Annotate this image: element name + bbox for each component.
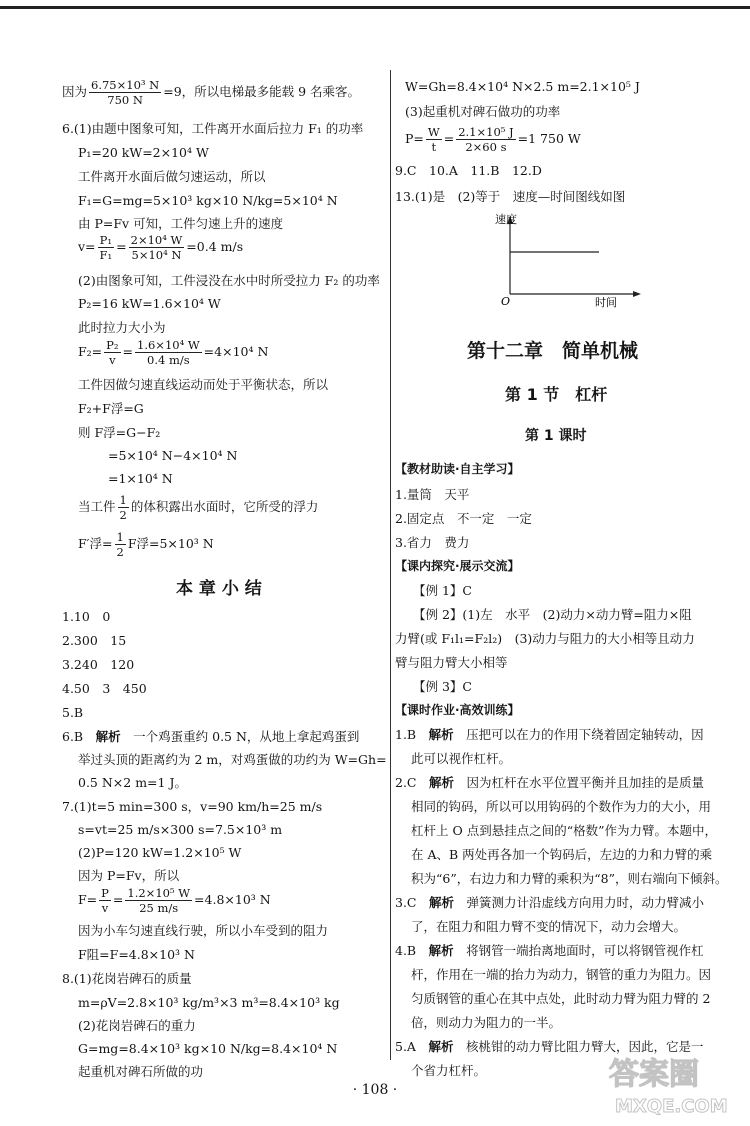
- answer-line: 3.240 120: [62, 657, 135, 672]
- answer-line: 4.50 3 450: [62, 681, 147, 696]
- text: 一个鸡蛋重约 0.5 N，从地上拿起鸡蛋到: [120, 729, 360, 744]
- answer-line: [78, 493, 318, 522]
- answer-line: 起重机对碑石所做的功: [78, 1064, 204, 1079]
- answer-line: (2)P=120 kW=1.2×10⁵ W: [78, 845, 242, 860]
- answer-line: [405, 125, 581, 154]
- answer-line: 则 F浮=G−F₂: [78, 425, 161, 440]
- text: F浮=5×10³ N: [127, 536, 214, 551]
- x-axis-arrow: [633, 291, 641, 297]
- page-number: · 108 ·: [352, 1082, 398, 1098]
- answer-line: 工件因做匀速直线运动而处于平衡状态，所以: [78, 377, 329, 392]
- answer-line: 积为“6”，右边力和力臂的乘积为“8”，则右端向下倾斜。: [411, 871, 728, 886]
- numerator: P₂: [106, 338, 119, 352]
- text: =: [112, 892, 124, 907]
- answer-line: 2.300 15: [62, 633, 127, 648]
- denominator: F₁: [99, 248, 113, 262]
- text: 弹簧测力计沿虚线方向用力时，动力臂减小: [454, 895, 705, 910]
- fraction: [104, 338, 120, 367]
- chapter-title: 第十二章 简单机械: [467, 340, 639, 362]
- answer-line: [62, 78, 360, 107]
- text: F₂=: [78, 344, 103, 359]
- answer-line: (2)由图象可知，工件浸没在水中时所受拉力 F₂ 的功率: [78, 273, 380, 288]
- denominator: v: [109, 353, 116, 367]
- answer-line: 因为 P=Fv，所以: [78, 868, 180, 883]
- fraction: [426, 125, 442, 154]
- answer-line: 力臂(或 F₁l₁=F₂l₂) (3)动力与阻力的大小相等且动力: [395, 631, 695, 646]
- text: 2.C: [395, 775, 429, 790]
- analysis-label: 解析: [429, 895, 455, 910]
- text: 因为: [62, 84, 88, 99]
- answer-line: [62, 728, 359, 746]
- answer-line: =1×10⁴ N: [108, 471, 173, 486]
- answer-line: 此可以视作杠杆。: [411, 751, 512, 766]
- numerator: 1: [119, 493, 127, 507]
- denominator: 5×10⁴ N: [131, 248, 182, 262]
- text: 6.B: [62, 729, 96, 744]
- answer-line: 杠杆上 O 点到悬挂点之间的“格数”作为力臂。本题中，: [411, 823, 717, 838]
- fraction: [456, 125, 515, 154]
- answer-line: (3)起重机对碑石做功的功率: [405, 104, 561, 119]
- numerator: 1.6×10⁴ W: [137, 338, 200, 352]
- text: 5.A: [395, 1039, 429, 1054]
- speed-time-graph: [495, 208, 645, 308]
- answer-line: W=Gh=8.4×10⁴ N×2.5 m=2.1×10⁵ J: [405, 79, 640, 94]
- answer-line: 个省力杠杆。: [411, 1063, 487, 1078]
- fraction: [135, 338, 202, 367]
- answer-line: 【例 2】(1)左 水平 (2)动力×动力臂=阻力×阻: [413, 607, 692, 622]
- denominator: 25 m/s: [139, 901, 179, 915]
- answer-line: 倍，则动力为阻力的一半。: [411, 1015, 562, 1030]
- answer-line: [78, 338, 268, 367]
- text: 压把可以在力的作用下绕着固定轴转动，因: [453, 727, 704, 742]
- answer-line: 3.省力 费力: [395, 535, 470, 550]
- numerator: W: [427, 125, 440, 139]
- text: =4.8×10³ N: [194, 892, 271, 907]
- answer-line: (2)花岗岩碑石的重力: [78, 1018, 196, 1033]
- text: F′浮=: [78, 536, 113, 551]
- answer-line: 在 A、B 两处再各加一个钩码后，左边的力和力臂的乘: [411, 847, 713, 862]
- text: 的体积露出水面时，它所受的浮力: [130, 499, 319, 514]
- numerator: P₁: [98, 233, 115, 248]
- analysis-label: 解析: [429, 775, 455, 790]
- subsection-heading: 【教材助读·自主学习】: [395, 462, 520, 476]
- denominator: 0.4 m/s: [147, 353, 190, 367]
- text: 将钢管一端抬离地面时，可以将钢管视作杠: [453, 943, 704, 958]
- answer-line: 2.固定点 不一定 一定: [395, 511, 532, 526]
- answer-line: P₂=16 kW=1.6×10⁴ W: [78, 296, 221, 311]
- answer-line: 13.(1)是 (2)等于 速度—时间图线如图: [395, 189, 626, 204]
- answer-line: F₁=G=mg=5×10³ kg×10 N/kg=5×10⁴ N: [78, 193, 338, 208]
- answer-line: 由 P=Fv 可知，工件匀速上升的速度: [78, 216, 284, 231]
- text: =: [443, 131, 455, 146]
- answer-line: G=mg=8.4×10³ kg×10 N/kg=8.4×10⁴ N: [78, 1041, 338, 1056]
- denominator: 2: [116, 545, 124, 559]
- answer-line: 了，在阻力和阻力臂不变的情况下，动力会增大。: [411, 919, 687, 934]
- answer-line: 【例 3】C: [413, 679, 472, 694]
- answer-line: =5×10⁴ N−4×10⁴ N: [108, 448, 238, 463]
- numerator: 6.75×10³ N: [91, 78, 160, 92]
- answer-line: 举过头顶的距离约为 2 m，对鸡蛋做的功约为 W=Gh=: [78, 752, 387, 767]
- analysis-label: 解析: [428, 943, 454, 958]
- watermark-logo: [605, 1050, 740, 1120]
- fraction: [129, 233, 185, 262]
- answer-line: P₁=20 kW=2×10⁴ W: [78, 145, 209, 160]
- fraction: [89, 78, 161, 107]
- fraction: [99, 886, 111, 915]
- analysis-label: 解析: [428, 727, 454, 742]
- text: =: [116, 239, 127, 254]
- text: 当工件: [78, 499, 116, 514]
- text: v=: [78, 239, 96, 254]
- answer-line: [78, 530, 214, 559]
- answer-line: F阻=F=4.8×10³ N: [78, 947, 195, 962]
- numerator: 2.1×10⁵ J: [458, 125, 514, 139]
- answer-line: 【例 1】C: [413, 583, 472, 598]
- answer-line: 7.(1)t=5 min=300 s，v=90 km/h=25 m/s: [62, 799, 323, 814]
- x-axis-label: 时间: [595, 296, 617, 308]
- text: =: [122, 344, 134, 359]
- answer-line: 相同的钩码，所以可以用钩码的个数作为力的大小，用: [411, 799, 712, 814]
- denominator: 2: [119, 508, 127, 522]
- top-rule: [0, 6, 750, 9]
- answer-line: 5.B: [62, 705, 84, 720]
- analysis-label: 解析: [95, 729, 121, 744]
- numerator: 1.2×10⁵ W: [127, 886, 191, 900]
- denominator: 750 N: [107, 93, 143, 107]
- origin-label: O: [501, 295, 511, 308]
- text: 1.B: [395, 727, 429, 742]
- column-divider: [390, 70, 391, 1060]
- answer-line: [395, 942, 704, 960]
- answer-line: [78, 233, 243, 262]
- answer-line: 0.5 N×2 m=1 J。: [78, 775, 187, 790]
- text: 4.B: [395, 943, 429, 958]
- text: P=: [405, 131, 424, 146]
- watermark-text: 答案圈: [609, 1057, 699, 1092]
- numerator: 1: [116, 530, 124, 544]
- answer-line: 杆，作用在一端的抬力为动力，钢管的重力为阻力。因: [411, 967, 712, 982]
- fraction: [125, 886, 192, 915]
- answer-line: s=vt=25 m/s×300 s=7.5×10³ m: [78, 822, 283, 837]
- text: F=: [78, 892, 98, 907]
- watermark-url: MXQE.COM: [615, 1096, 728, 1117]
- fraction: [98, 233, 115, 262]
- answer-line: 9.C 10.A 11.B 12.D: [395, 163, 542, 178]
- answer-line: [395, 894, 704, 912]
- denominator: v: [101, 901, 109, 915]
- answer-line: 此时拉力大小为: [78, 320, 166, 335]
- fraction: [118, 493, 129, 522]
- text: =0.4 m/s: [186, 239, 244, 254]
- text: =4×10⁴ N: [203, 344, 269, 359]
- text: =1 750 W: [517, 131, 581, 146]
- denominator: t: [431, 140, 437, 154]
- numerator: P: [101, 886, 109, 900]
- answer-line: [395, 726, 704, 744]
- numerator: 2×10⁴ W: [130, 233, 183, 247]
- text: =9，所以电梯最多能载 9 名乘客。: [163, 84, 361, 99]
- answer-line: [78, 886, 271, 915]
- answer-line: F₂+F浮=G: [78, 401, 144, 416]
- fraction: [115, 530, 126, 559]
- analysis-label: 解析: [428, 1039, 454, 1054]
- answer-line: 1.量筒 天平: [395, 487, 470, 502]
- answer-line: 因为小车匀速直线行驶，所以小车受到的阻力: [78, 923, 329, 938]
- lesson-title: 第 1 课时: [525, 428, 587, 444]
- summary-heading: 本 章 小 结: [176, 579, 262, 599]
- answer-line: [395, 774, 704, 792]
- answer-line: m=ρV=2.8×10³ kg/m³×3 m³=8.4×10³ kg: [78, 995, 340, 1010]
- text: 核桃钳的动力臂比阻力臂大，因此，它是一: [453, 1039, 704, 1054]
- section-title: 第 1 节 杠杆: [505, 385, 608, 404]
- text: 3.C: [395, 895, 429, 910]
- denominator: 2×60 s: [465, 140, 507, 154]
- subsection-heading: 【课内探究·展示交流】: [395, 559, 520, 573]
- answer-line: 臂与阻力臂大小相等: [395, 655, 508, 670]
- answer-line: 匀质钢管的重心在其中点处，此时动力臂为阻力臂的 2: [411, 991, 711, 1006]
- subsection-heading: 【课时作业·高效训练】: [395, 703, 520, 717]
- answer-line: 6.(1)由题中图象可知，工件离开水面后拉力 F₁ 的功率: [62, 121, 364, 136]
- answer-line: 8.(1)花岗岩碑石的质量: [62, 971, 192, 986]
- answer-line: 工件离开水面后做匀速运动，所以: [78, 169, 266, 184]
- answer-line: 1.10 0: [62, 609, 111, 624]
- y-axis-label: 速度: [495, 213, 517, 226]
- text: 因为杠杆在水平位置平衡并且加挂的是质量: [454, 775, 705, 790]
